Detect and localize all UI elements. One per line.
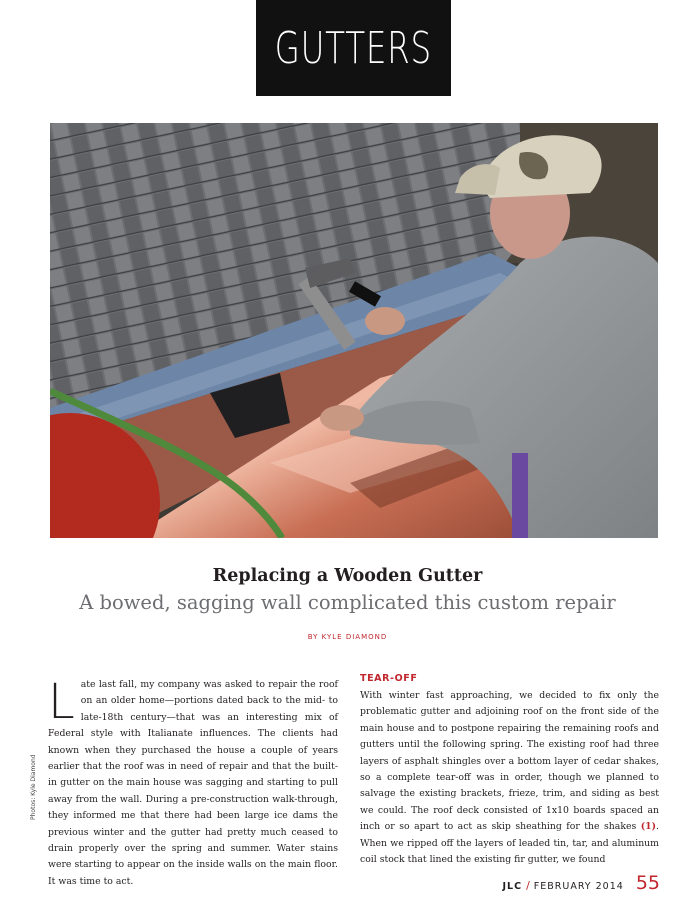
article-deck: A bowed, sagging wall complicated this custom repair (79, 591, 616, 614)
figure-reference: (1) (640, 821, 657, 833)
left-column (48, 674, 338, 890)
drop-cap: L (48, 674, 75, 730)
footer-separator: / (526, 879, 530, 892)
issue-date: FEBRUARY 2014 (533, 881, 624, 892)
section-header (256, 0, 451, 96)
byline: BY KYLE DIAMOND (307, 633, 388, 641)
left-column-text: ate last fall, my company was asked to repair the roof on an older home—portions dated back to the mid- to late-18th century—that was an interesting mix of Federal style with Italianate influences. The clients had known when they purchased the house a couple of years earlier that the roof was in need of repair and that the built-in gutter on the main house was sagging and starting to pull away from the wall. During a pre-construction walk-through, they informed me that there had been large ice dams the previous winter and the gutter had pretty much ceased to drain properly over the spring and summer. Water stains were starting to appear on the inside walls on the main floor. It was time to act. (48, 679, 338, 887)
article-title: Replacing a Wooden Gutter (212, 566, 483, 586)
section-title: GUTTERS (274, 22, 433, 74)
photo-credit: Photos: Kyle Diamond (30, 754, 37, 820)
right-column-text: With winter fast approaching, we decided to fix only the problematic gutter and adjoining roof on the front side of the main house and to postpone repairing the remaining roofs and gutters until the following spring. The existing roof had three layers of asphalt shingles over a bottom layer of cedar shakes, so a complete tear-off was in order, though we planned to salvage the existing brackets, frieze, trim, and siding as best we could. The roof deck consisted of 1x10 boards spaced an inch or so apart to act as skip sheathing for the shakes (360, 690, 659, 833)
page-number: 55 (635, 872, 660, 894)
article-photo (50, 123, 658, 538)
magazine-name: JLC (502, 881, 523, 892)
subhead-tear-off: TEAR-OFF (360, 673, 418, 684)
right-column-text-cont: . When we ripped off the layers of leaded tin, tar, and aluminum coil stock that lined the existing fir gutter, we found (360, 821, 659, 866)
page-footer (470, 872, 660, 894)
right-column (360, 672, 659, 868)
